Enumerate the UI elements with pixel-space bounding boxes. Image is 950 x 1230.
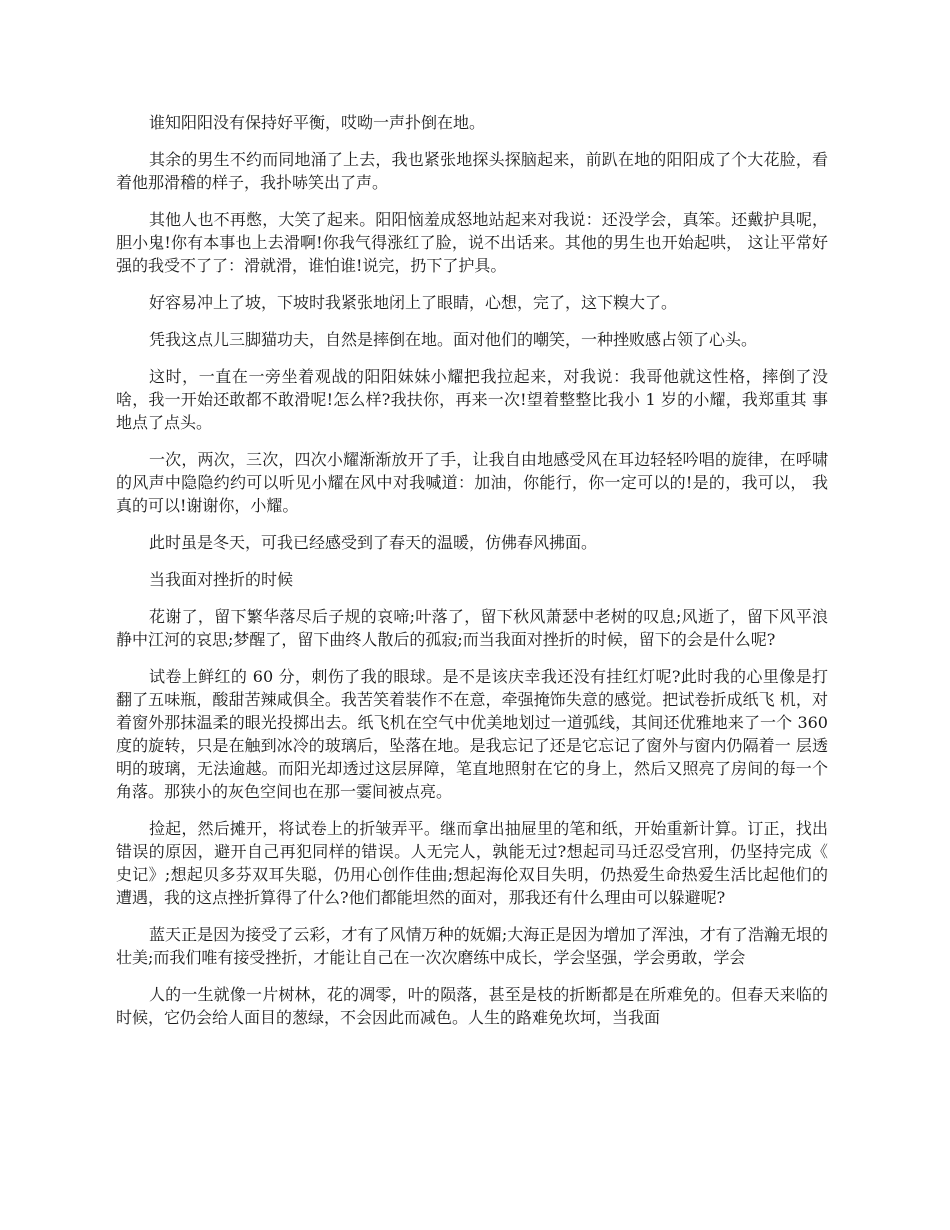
paragraph: 花谢了，留下繁华落尽后子规的哀啼;叶落了，留下秋风萧瑟中老树的叹息;风逝了，留下风平浪静中江河的哀思;梦醒了，留下曲终人散后的孤寂;而当我面对挫折的时候，留下的会是什么呢? <box>116 607 828 649</box>
paragraph: 其他人也不再憋，大笑了起来。阳阳恼羞成怒地站起来对我说：还没学会，真笨。还戴护具呢，胆小鬼!你有本事也上去滑啊!你我气得涨红了脸，说不出话来。其他的男生也开始起哄， 这让平常好强的我受不了了：滑就滑，谁怕谁!说完，扔下了护具。 <box>116 210 828 275</box>
document-body <box>116 111 828 1043</box>
paragraph: 一次，两次，三次，四次小耀渐渐放开了手，让我自由地感受风在耳边轻轻吟唱的旋律，在呼啸的风声中隐隐约约可以听见小耀在风中对我喊道：加油，你能行，你一定可以的!是的，我可以， 我真的可以!谢谢你，小耀。 <box>116 450 828 515</box>
paragraph: 蓝天正是因为接受了云彩，才有了风情万种的妩媚;大海正是因为增加了浑浊，才有了浩瀚无垠的壮美;而我们唯有接受挫折，才能让自己在一次次磨练中成长，学会坚强，学会勇敢，学会 <box>116 925 828 967</box>
paragraph: 谁知阳阳没有保持好平衡，哎呦一声扑倒在地。 <box>149 113 486 132</box>
paragraph: 好容易冲上了坡，下坡时我紧张地闭上了眼睛，心想，完了，这下糗大了。 <box>149 293 678 312</box>
paragraph: 捡起，然后摊开，将试卷上的折皱弄平。继而拿出抽屉里的笔和纸，开始重新计算。订正，找出错误的原因，避开自己再犯同样的错误。人无完人，孰能无过?想起司马迁忍受宫刑，仍坚持完成《 史记》;想起贝多芬双耳失聪，仍用心创作佳曲;想起海伦双目失明，仍热爱生命热爱生活比起他们的遭遇，我的这点挫折算得了什么?他们都能坦然的面对，那我还有什么理由可以躲避呢? <box>116 819 828 907</box>
paragraph: 其余的男生不约而同地涌了上去，我也紧张地探头探脑起来，前趴在地的阳阳成了个大花脸，看着他那滑稽的样子，我扑哧笑出了声。 <box>116 150 828 192</box>
paragraph: 人的一生就像一片树林，花的凋零，叶的陨落，甚至是枝的折断都是在所难免的。但春天来临的时候，它仍会给人面目的葱绿，不会因此而减色。人生的路难免坎坷，当我面 <box>116 985 828 1027</box>
paragraph: 试卷上鲜红的 60 分，刺伤了我的眼球。是不是该庆幸我还没有挂红灯呢?此时我的心里像是打翻了五味瓶，酸甜苦辣咸俱全。我苦笑着装作不在意，牵强掩饰失意的感觉。把试卷折成纸飞 机，对着窗外那抹温柔的眼光投掷出去。纸飞机在空气中优美地划过一道弧线，其间还优雅地来了一个 360 度的旋转，只是在触到冰冷的玻璃后，坠落在地。是我忘记了还是它忘记了窗外与窗内仍隔着一 层透明的玻璃，无法逾越。而阳光却透过这层屏障，笔直地照射在它的身上，然后又照亮了房间的每一个角落。那狭小的灰色空间也在那一霎间被点亮。 <box>116 667 828 801</box>
paragraph: 此时虽是冬天，可我已经感受到了春天的温暖，仿佛春风拂面。 <box>149 533 598 552</box>
paragraph: 凭我这点儿三脚猫功夫，自然是摔倒在地。面对他们的嘲笑，一种挫败感占领了心头。 <box>149 330 758 349</box>
section-title: 当我面对挫折的时候 <box>149 570 294 589</box>
paragraph: 这时，一直在一旁坐着观战的阳阳妹妹小耀把我拉起来，对我说：我哥他就这性格，摔倒了没啥，我一开始还敢都不敢滑呢!怎么样?我扶你，再来一次!望着整整比我小 1 岁的小耀，我郑重其 事地点了点头。 <box>116 367 828 432</box>
